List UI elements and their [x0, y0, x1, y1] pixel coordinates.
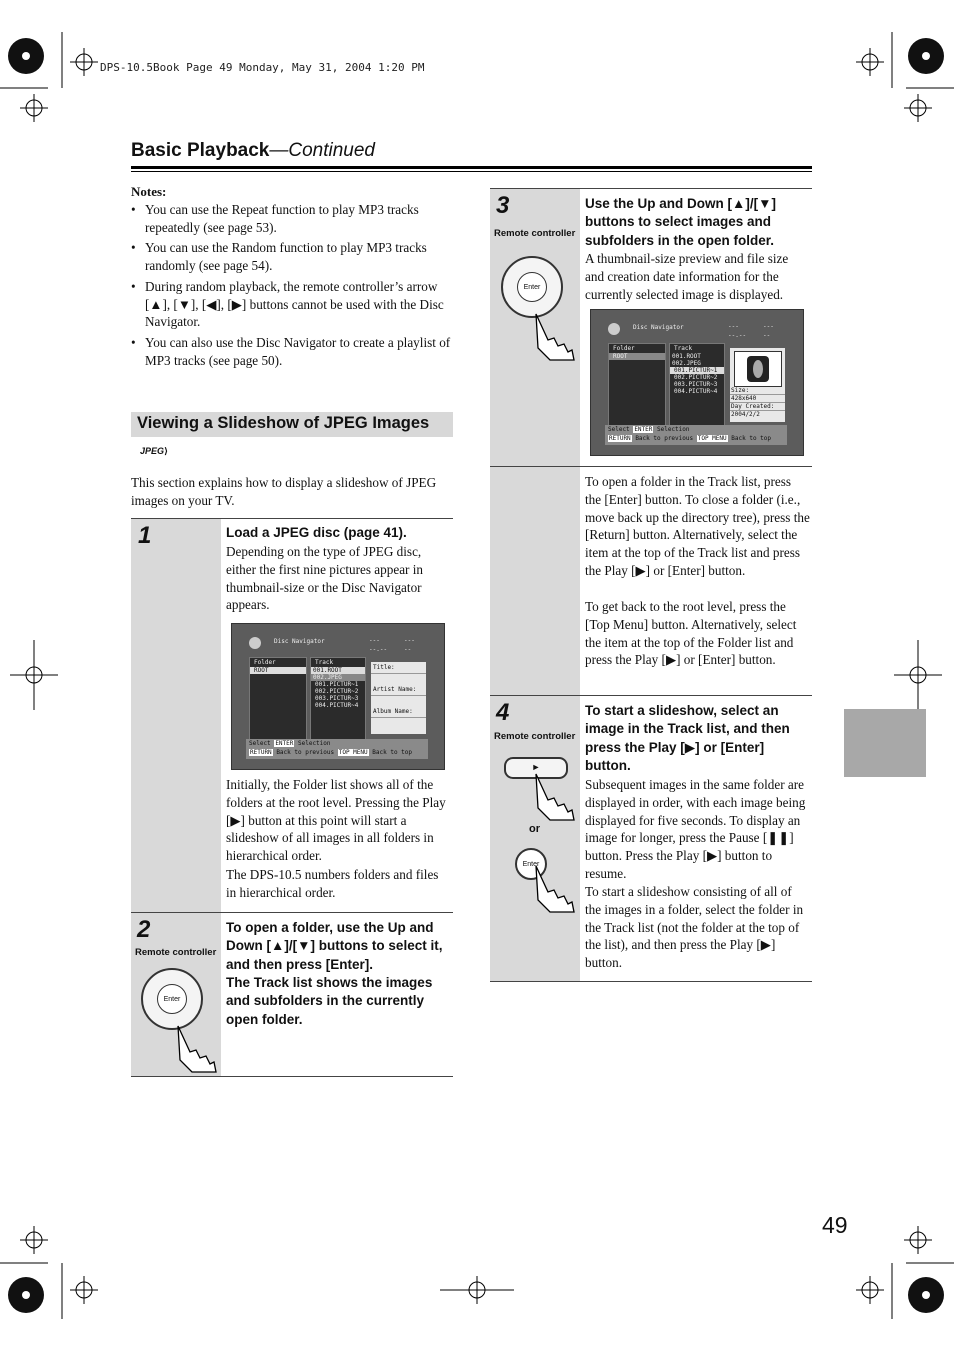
step3-number: 3	[496, 192, 510, 219]
track-item: 001.ROOT	[672, 353, 701, 360]
note-item: • You can use the Repeat function to play MP3 tracks repeatedly (see page 53).	[131, 201, 453, 236]
disc-icon	[249, 637, 261, 649]
note-item: • You can use the Random function to play MP3 tracks randomly (see page 54).	[131, 239, 453, 274]
screen-footer: Select ENTER Selection RETURN Back to previous TOP MENU Back to top	[605, 425, 787, 445]
notes-title: Notes:	[131, 184, 167, 199]
step1-heading: Load a JPEG disc (page 41).	[226, 525, 407, 540]
dash-readout: --	[404, 646, 412, 653]
pointing-hand-icon	[528, 862, 578, 914]
dash-readout: --	[763, 332, 771, 339]
info-label: Size:	[730, 387, 785, 395]
step2-subheading: The Track list shows the images and subfolders in the currently open folder.	[226, 975, 433, 1027]
page-number: 49	[822, 1212, 848, 1238]
chapter-tab	[844, 709, 926, 777]
step1-text: Depending on the type of JPEG disc, either the first nine pictures appear in thumbnail-size or the Disc Navigator appears.	[226, 544, 424, 613]
count-readout: ---	[369, 637, 380, 644]
step-rule	[490, 981, 812, 982]
track-item: 003.PICTUR~3	[315, 695, 359, 702]
step4-text: Subsequent images in the same folder are displayed in order, with each image being displayed for five seconds. To display an image for longer, press the Pause [❚❚] button. Press the Play [▶] button to resume.	[585, 777, 806, 881]
step3-heading: Use the Up and Down [▲]/[▼] buttons to select images and subfolders in the open folder.	[585, 196, 776, 248]
step1-text: The DPS-10.5 numbers folders and files in hierarchical order.	[226, 867, 439, 900]
step3-text: To get back to the root level, press the [Top Menu] button. Alternatively, select the item at the top of the Folder list and press the Play [▶] or [Enter] button.	[585, 599, 797, 668]
screen-title: Disc Navigator	[274, 638, 325, 645]
info-panel	[371, 662, 426, 734]
step2-number: 2	[137, 916, 151, 943]
track-item: 004.PICTUR~4	[315, 702, 359, 709]
step4-text: To start a slideshow consisting of all of the images in a folder, select the folder in the Track list (not the folder at the top of the list), and then press the Play [▶] button.	[585, 884, 804, 971]
track-item: 003.PICTUR~3	[674, 381, 718, 388]
remote-dpad-icon	[501, 256, 563, 318]
step1-label-cell	[131, 519, 221, 912]
track-item: 002.JPEG	[672, 360, 701, 367]
track-item: 001.ROOT	[311, 667, 365, 674]
track-header: Track	[674, 345, 693, 352]
jpeg-badge-icon: JPEG⟩	[140, 446, 169, 456]
info-value: 428x640	[730, 395, 785, 403]
info-value: 2004/2/2	[731, 411, 760, 418]
notes-list	[131, 201, 453, 372]
section-title: Viewing a Slideshow of JPEG Images	[137, 414, 430, 432]
header-rule	[131, 166, 812, 169]
step-rule	[490, 466, 812, 467]
note-item: • You can also use the Disc Navigator to create a playlist of MP3 tracks (see page 50).	[131, 334, 453, 369]
track-item: 001.PICTUR~1	[315, 681, 359, 688]
step3-text: To open a folder in the Track list, press the [Enter] button. To close a folder (i.e., move back up the directory tree), press the [Return] button. Alternatively, select the item at the top of the Track list and press the Play [▶] or [Enter] button.	[585, 474, 810, 578]
remote-controller-label: Remote controller	[494, 228, 576, 239]
track-item: 002.PICTUR~2	[315, 688, 359, 695]
info-label: Album Name:	[371, 706, 426, 718]
count-readout: ---	[763, 323, 774, 330]
info-label: Day Created:	[730, 403, 785, 411]
thumbnail-preview	[734, 351, 782, 387]
pointing-hand-icon	[528, 770, 578, 822]
section-heading	[131, 412, 453, 437]
step1-number: 1	[138, 522, 152, 549]
enter-button-icon: Enter	[515, 848, 547, 880]
track-item: 002.JPEG	[311, 674, 365, 681]
time-readout: --.--	[369, 646, 388, 653]
track-header: Track	[315, 659, 334, 666]
or-label: or	[529, 823, 540, 835]
note-item: • During random playback, the remote controller’s arrow [▲], [▼], [◀], [▶] buttons cannot be used with the Disc Navigator.	[131, 278, 453, 331]
step1-text: Initially, the Folder list shows all of the folders at the root level. Pressing the Play [▶] button at this point will start a slideshow of all images in all folders in hierarchical order.	[226, 777, 446, 864]
track-list	[310, 657, 366, 741]
folder-header: Folder	[254, 659, 276, 666]
disc-navigator-screen-1	[231, 623, 445, 770]
enter-button-icon: Enter	[517, 272, 547, 302]
info-panel	[730, 348, 785, 422]
track-item: 002.PICTUR~2	[674, 374, 718, 381]
header-title: Basic Playback	[131, 140, 270, 161]
step4-number: 4	[496, 699, 510, 726]
count-readout: ---	[728, 323, 739, 330]
book-info-line: DPS-10.5Book Page 49 Monday, May 31, 2004 1:20 PM	[100, 61, 425, 74]
remote-controller-label: Remote controller	[135, 947, 217, 958]
screen-title: Disc Navigator	[633, 324, 684, 331]
header-continued: —Continued	[269, 140, 375, 161]
info-label: Title:	[371, 662, 426, 674]
count-readout: ---	[404, 637, 415, 644]
step-rule	[131, 1076, 453, 1077]
step4-heading: To start a slideshow, select an image in the Track list, and then press the Play [▶] or [Enter] button.	[585, 703, 790, 774]
step2-heading: To open a folder, use the Up and Down [▲]/[▼] buttons to select it, and then press [Enter].	[226, 920, 443, 972]
header-rule-thin	[131, 171, 812, 172]
folder-list	[608, 343, 666, 427]
folder-header: Folder	[613, 345, 635, 352]
disc-icon	[608, 323, 620, 335]
jpeg-badge-label: JPEG	[140, 446, 165, 456]
pointing-hand-icon	[170, 1022, 220, 1074]
folder-list	[249, 657, 307, 741]
remote-controller-label: Remote controller	[494, 731, 576, 742]
play-button-icon: ►	[504, 757, 568, 779]
enter-button-icon: Enter	[157, 984, 187, 1014]
folder-item: ROOT	[609, 353, 665, 360]
screen-footer: Select ENTER Selection RETURN Back to previous TOP MENU Back to top	[246, 739, 428, 759]
step3-text: A thumbnail-size preview and file size and creation date information for the currently selected image is displayed.	[585, 251, 789, 302]
track-item: 004.PICTUR~4	[674, 388, 718, 395]
pointing-hand-icon	[528, 310, 578, 362]
track-list	[669, 343, 725, 427]
info-label: Artist Name:	[371, 684, 426, 696]
track-item: 001.PICTUR~1	[670, 367, 724, 374]
disc-navigator-screen-2	[590, 309, 804, 456]
remote-dpad-icon	[141, 968, 203, 1030]
time-readout: --.--	[728, 332, 747, 339]
section-intro: This section explains how to display a slideshow of JPEG images on your TV.	[131, 475, 437, 508]
page-header	[131, 140, 375, 162]
folder-item: ROOT	[250, 667, 306, 674]
